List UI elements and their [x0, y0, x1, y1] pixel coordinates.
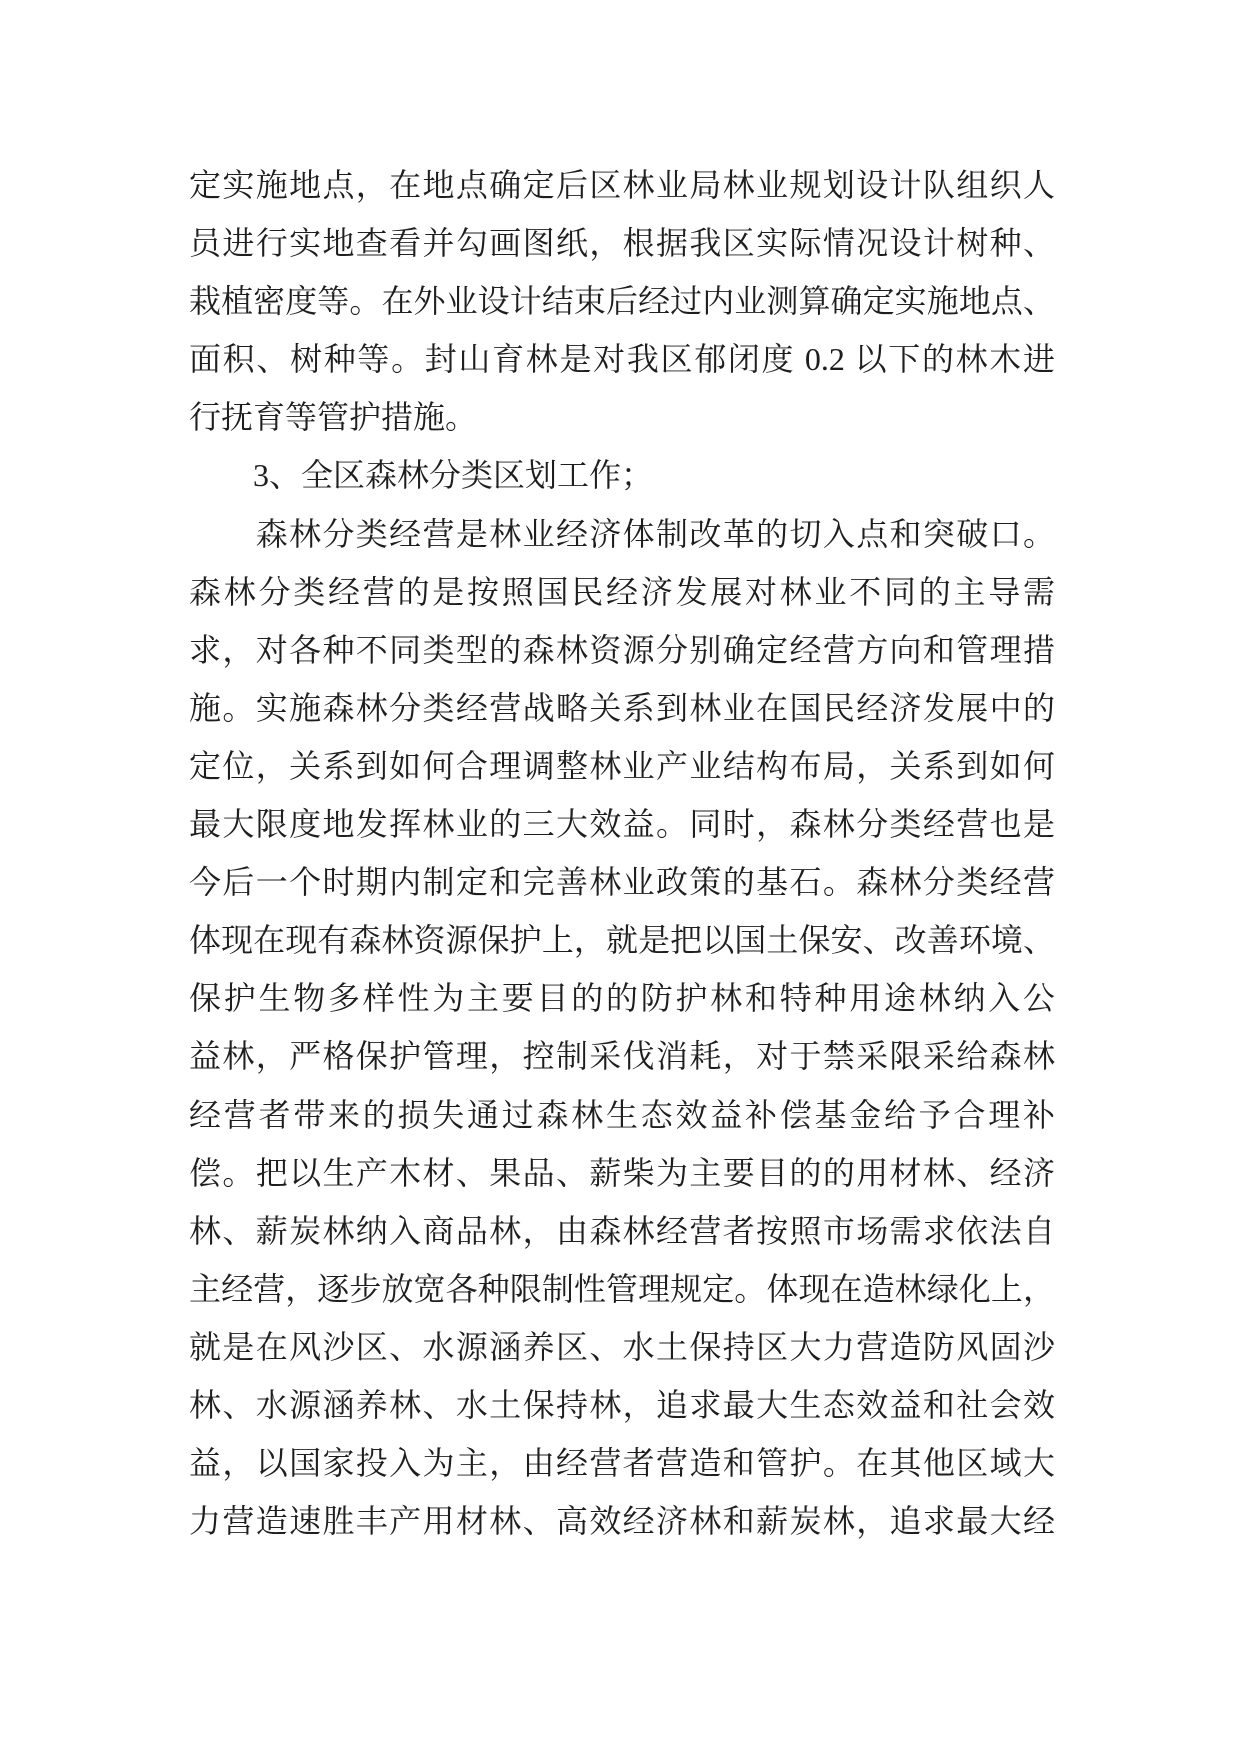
text-line: 定实施地点，在地点确定后区林业局林业规划设计队组织人	[189, 167, 1055, 203]
text-line: 栽植密度等。在外业设计结束后经过内业测算确定实施地点、	[189, 283, 1055, 320]
text-line: 面积、树种等。封山育林是对我区郁闭度 0.2 以下的林木进	[189, 341, 1055, 378]
text-line: 益林，严格保护管理，控制采伐消耗，对于禁采限采给森林	[189, 1038, 1055, 1075]
text-line: 最大限度地发挥林业的三大效益。同时，森林分类经营也是	[189, 806, 1055, 843]
text-line: 3、全区森林分类区划工作；	[189, 457, 654, 494]
text-line: 偿。把以生产木材、果品、薪柴为主要目的的用材林、经济	[189, 1154, 1055, 1191]
text-line: 森林分类经营是林业经济体制改革的切入点和突破口。	[189, 515, 1055, 552]
text-line: 力营造速胜丰产用材林、高效经济林和薪炭林，追求最大经	[189, 1503, 1055, 1540]
document-text-block	[189, 156, 1055, 1550]
text-line: 体现在现有森林资源保护上，就是把以国土保安、改善环境、	[189, 922, 1055, 959]
text-line: 员进行实地查看并勾画图纸，根据我区实际情况设计树种、	[189, 225, 1055, 262]
text-line: 施。实施森林分类经营战略关系到林业在国民经济发展中的	[189, 689, 1055, 726]
text-line: 林、水源涵养林、水土保持林，追求最大生态效益和社会效	[189, 1386, 1055, 1423]
text-line: 求，对各种不同类型的森林资源分别确定经营方向和管理措	[189, 631, 1055, 668]
text-line: 行抚育等管护措施。	[189, 399, 478, 436]
text-line: 保护生物多样性为主要目的的防护林和特种用途林纳入公	[189, 980, 1055, 1017]
text-line: 就是在风沙区、水源涵养区、水土保持区大力营造防风固沙	[189, 1328, 1055, 1365]
text-line: 主经营，逐步放宽各种限制性管理规定。体现在造林绿化上，	[189, 1270, 1055, 1307]
text-line: 森林分类经营的是按照国民经济发展对林业不同的主导需	[189, 573, 1055, 610]
text-line: 经营者带来的损失通过森林生态效益补偿基金给予合理补	[189, 1096, 1055, 1133]
text-line: 定位，关系到如何合理调整林业产业结构布局，关系到如何	[189, 747, 1055, 784]
text-line: 益，以国家投入为主，由经营者营造和管护。在其他区域大	[189, 1445, 1055, 1482]
text-line: 今后一个时期内制定和完善林业政策的基石。森林分类经营	[189, 864, 1055, 901]
text-line: 林、薪炭林纳入商品林，由森林经营者按照市场需求依法自	[189, 1212, 1055, 1249]
